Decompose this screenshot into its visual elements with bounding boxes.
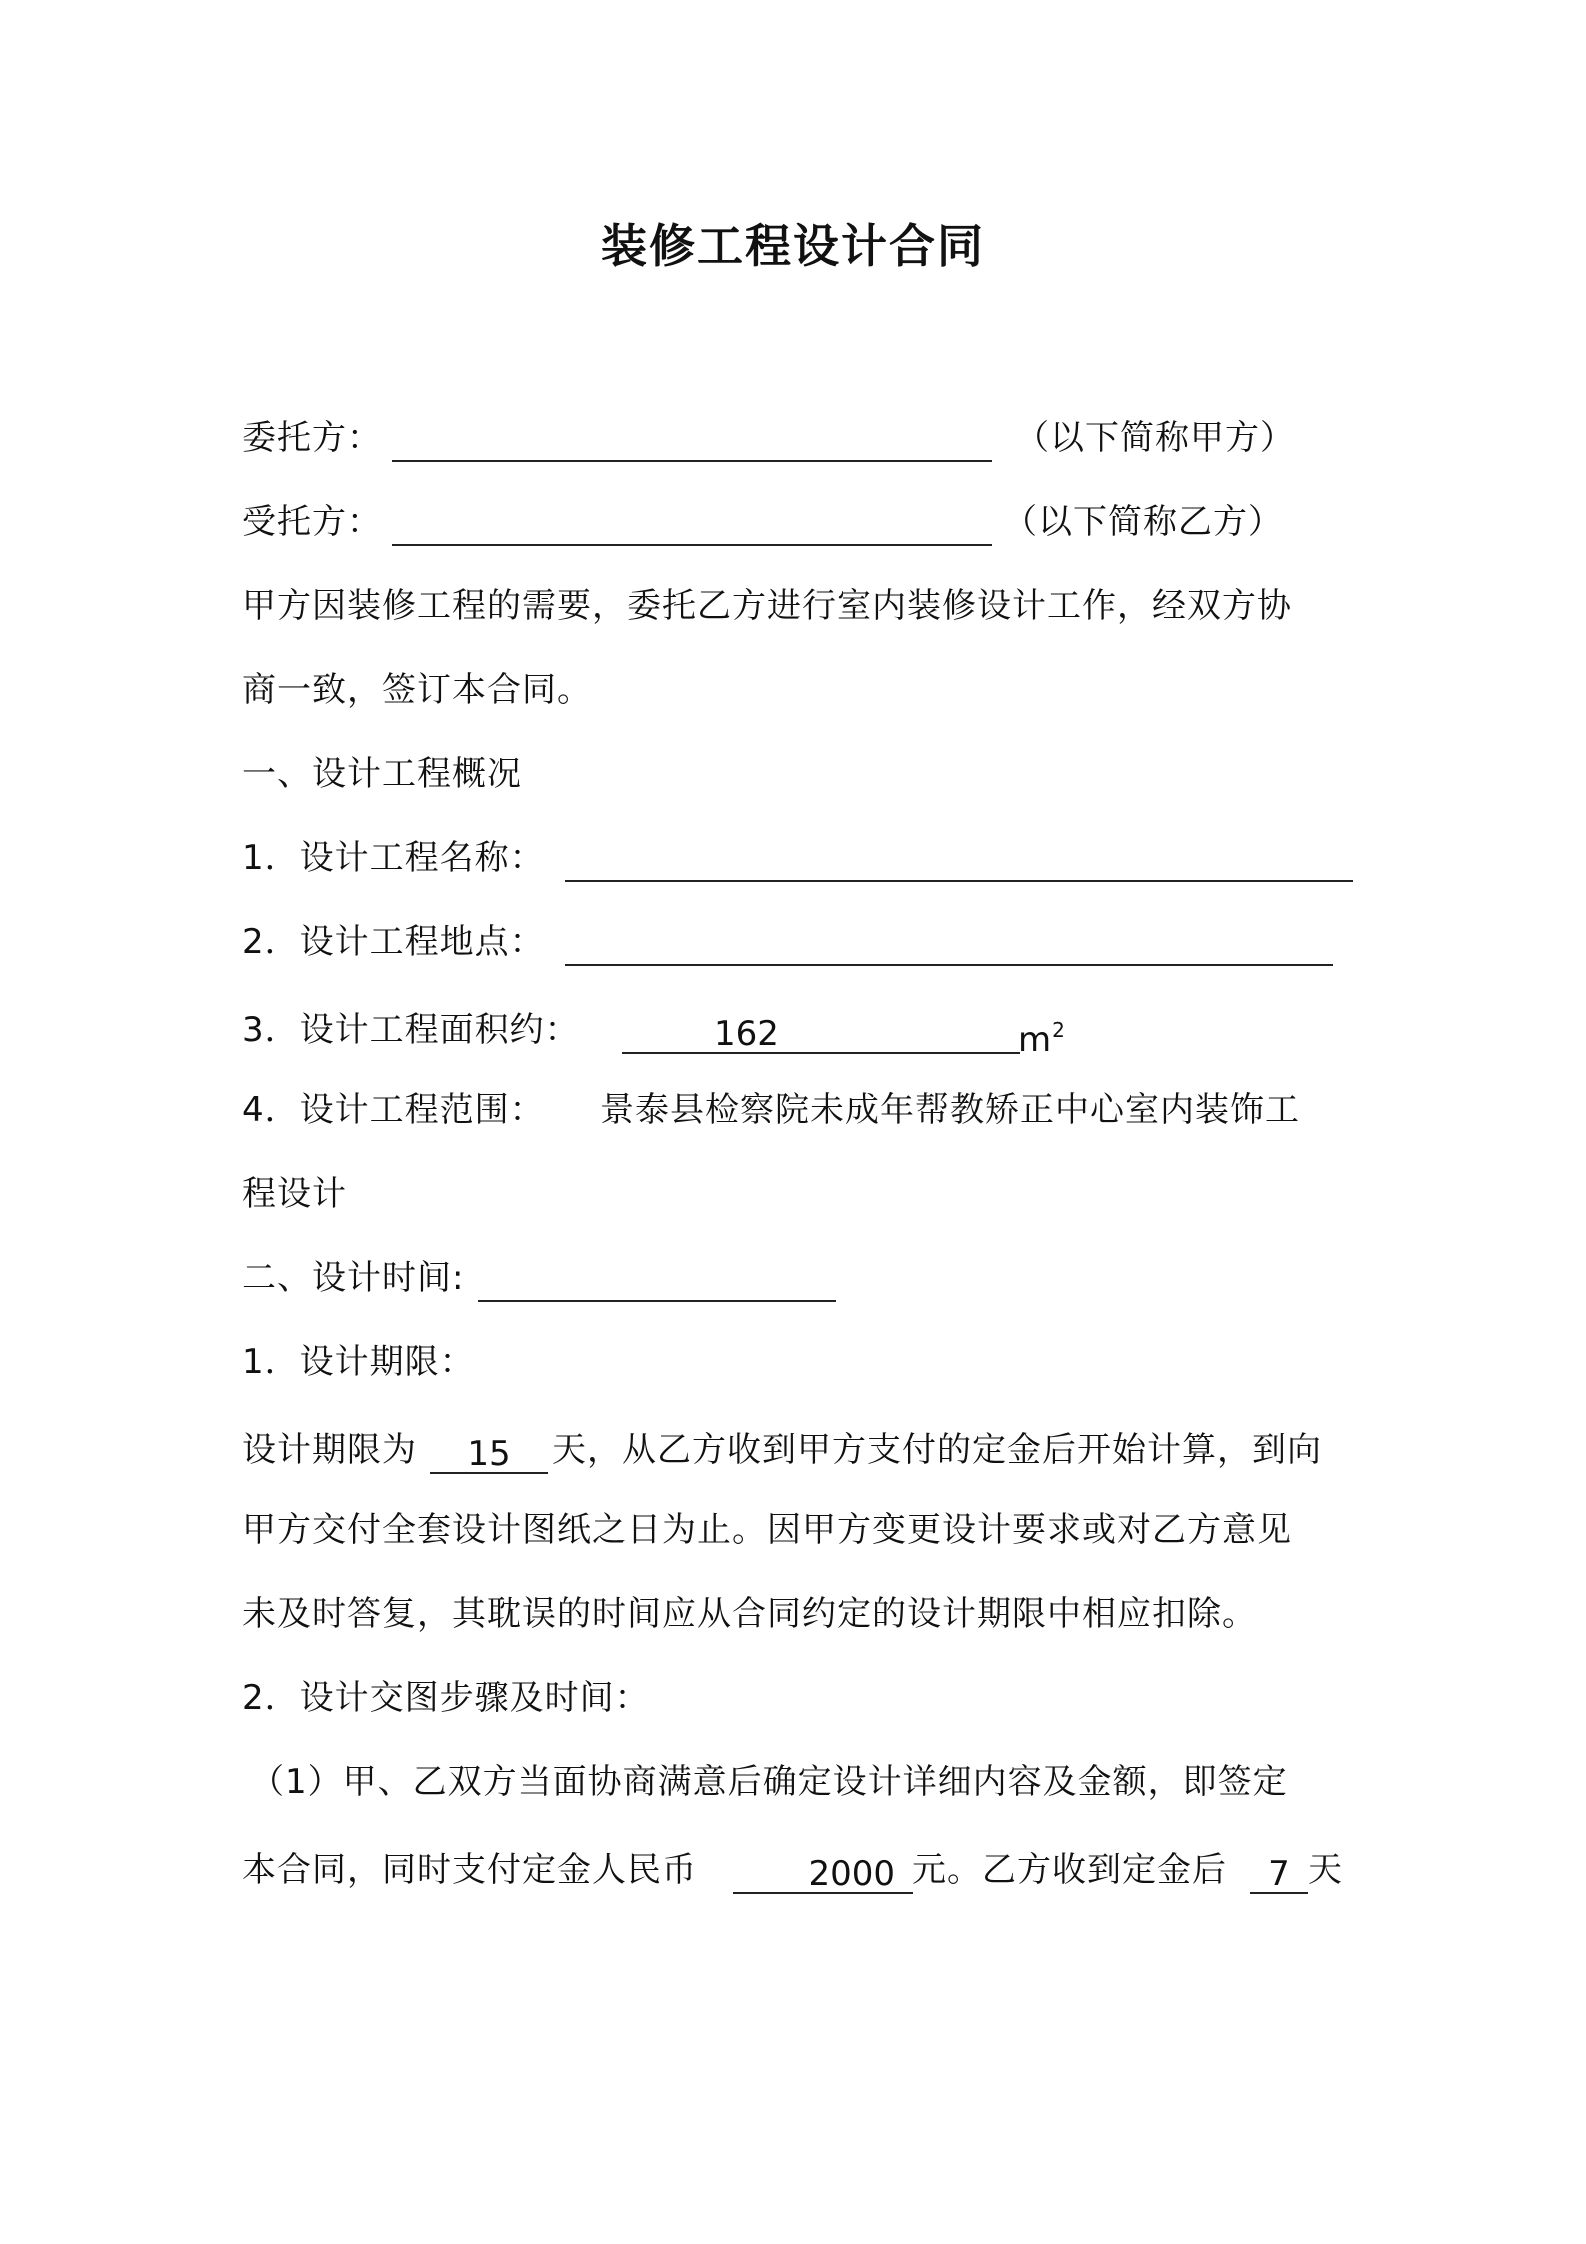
delivery-steps-heading: 2．设计交图步骤及时间： <box>242 1678 650 1718</box>
contractor-label: 受托方： <box>242 502 382 542</box>
project-name-label: 1．设计工程名称： <box>242 838 545 878</box>
project-area-label: 3．设计工程面积约： <box>242 1010 580 1050</box>
section-2-heading: 二、设计时间: <box>242 1258 465 1298</box>
area-unit-superscript: 2 <box>1052 1018 1066 1042</box>
project-area-field[interactable]: 162 <box>622 1012 1020 1054</box>
client-suffix: （以下简称甲方） <box>1015 418 1295 458</box>
document-title: 装修工程设计合同 <box>601 219 985 273</box>
design-period-line-3: 未及时答复，其耽误的时间应从合同约定的设计期限中相应扣除。 <box>242 1594 1257 1634</box>
intro-line-2: 商一致，签订本合同。 <box>242 670 592 710</box>
client-label: 委托方： <box>242 418 382 458</box>
contractor-name-field[interactable] <box>392 504 992 546</box>
project-location-field[interactable] <box>565 924 1333 966</box>
project-scope-value-line-1: 景泰县检察院未成年帮教矫正中心室内装饰工 <box>600 1090 1300 1130</box>
area-unit <box>1018 1008 1066 1062</box>
step-1-line-2-mid: 元。乙方收到定金后 <box>912 1850 1227 1890</box>
step-1-line-1: （1）甲、乙双方当面协商满意后确定设计详细内容及金额，即签定 <box>250 1762 1288 1802</box>
area-unit-base: m <box>1018 1020 1053 1060</box>
design-period-heading: 1．设计期限： <box>242 1342 475 1382</box>
design-time-field[interactable] <box>478 1260 836 1302</box>
design-period-line-2: 甲方交付全套设计图纸之日为止。因甲方变更设计要求或对乙方意见 <box>242 1510 1292 1550</box>
project-location-label: 2．设计工程地点： <box>242 922 545 962</box>
step-1-line-2-prefix: 本合同，同时支付定金人民币 <box>242 1850 697 1890</box>
project-scope-label: 4．设计工程范围： <box>242 1090 545 1130</box>
deposit-amount-field[interactable] <box>733 1852 913 1894</box>
design-period-days-field[interactable]: 15 <box>430 1432 548 1474</box>
design-period-prefix: 设计期限为 <box>242 1430 417 1470</box>
client-name-field[interactable] <box>392 420 992 462</box>
project-name-field[interactable] <box>565 840 1353 882</box>
design-period-suffix: 天，从乙方收到甲方支付的定金后开始计算，到向 <box>552 1430 1322 1470</box>
section-1-heading: 一、设计工程概况 <box>242 754 522 794</box>
delivery-days-field[interactable]: 7 <box>1250 1852 1308 1894</box>
deposit-amount-value: 2000 <box>808 1854 895 1894</box>
intro-line-1: 甲方因装修工程的需要，委托乙方进行室内装修设计工作，经双方协 <box>242 586 1292 626</box>
project-scope-value-line-2: 程设计 <box>242 1174 347 1214</box>
contractor-suffix: （以下简称乙方） <box>1003 502 1283 542</box>
step-1-line-2-suffix: 天 <box>1308 1850 1343 1890</box>
